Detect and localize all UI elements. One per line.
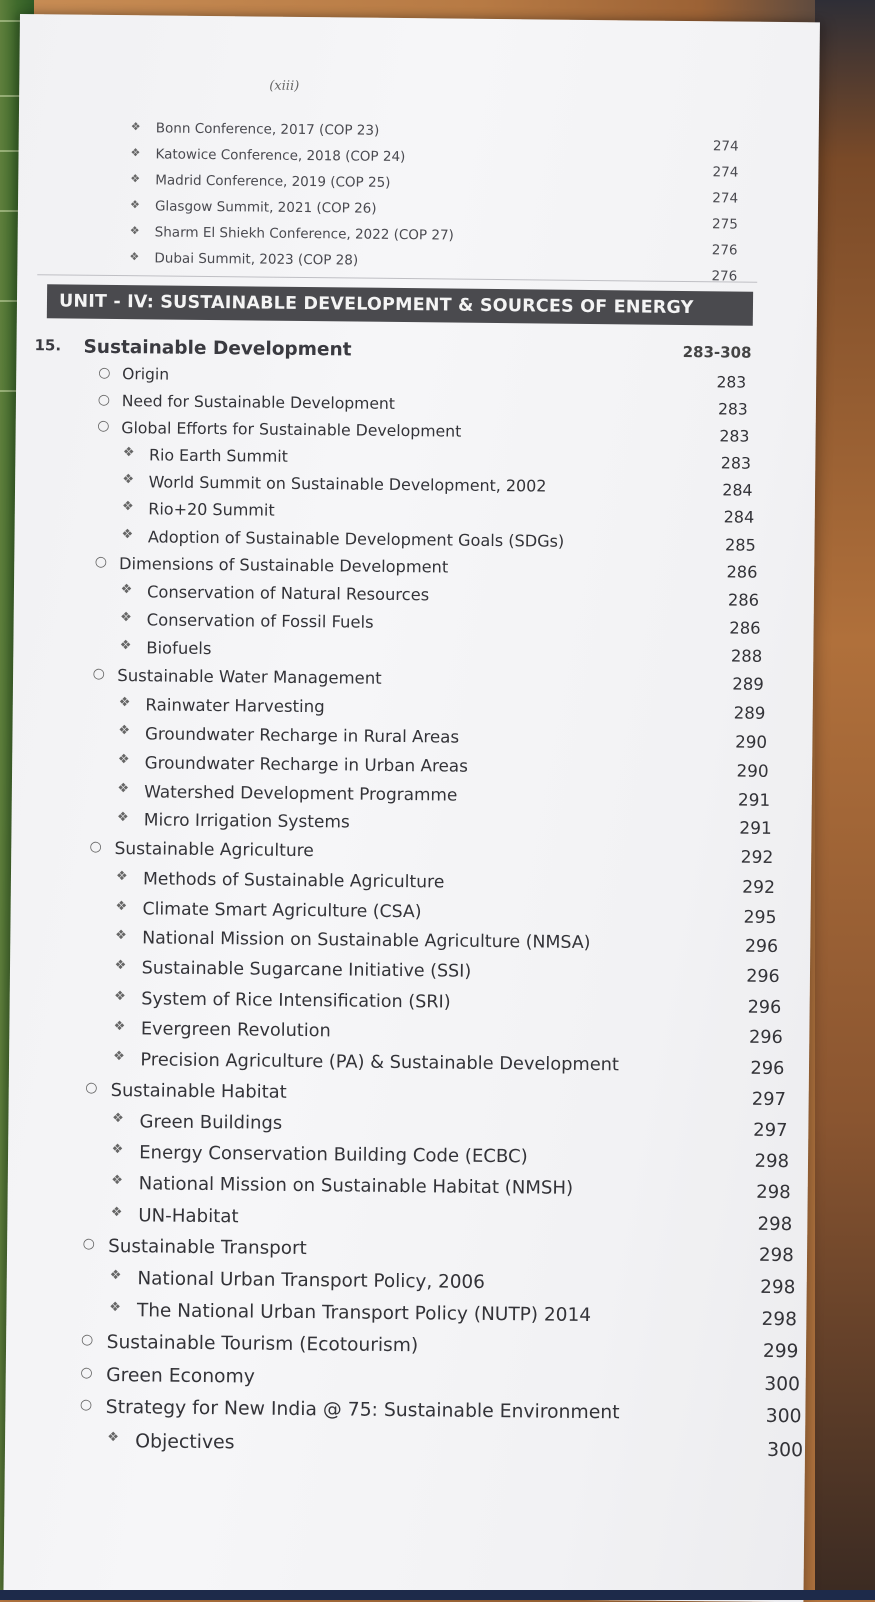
toc-entry-subsection bbox=[7, 1204, 807, 1236]
entry-title: Watershed Development Programme bbox=[144, 781, 458, 805]
entry-title: Conservation of Natural Resources bbox=[146, 582, 430, 605]
entry-page-number: 283 bbox=[719, 426, 750, 446]
entry-title: UN-Habitat bbox=[138, 1205, 239, 1228]
entry-title: Sustainable Transport bbox=[108, 1235, 307, 1260]
toc-entry-subsection bbox=[12, 751, 812, 783]
entry-page-number: 297 bbox=[751, 1088, 787, 1111]
diamond-bullet-icon: ❖ bbox=[110, 1205, 123, 1221]
entry-page-number: 283 bbox=[716, 373, 747, 392]
toc-entry-subsection bbox=[5, 1429, 805, 1461]
toc-entry-section bbox=[11, 838, 811, 870]
entry-page-number: 296 bbox=[748, 1027, 783, 1049]
page-folio: (xiii) bbox=[269, 78, 300, 94]
toc-entry-subsection bbox=[8, 1141, 808, 1173]
entry-title: Dimensions of Sustainable Development bbox=[119, 554, 449, 577]
diamond-bullet-icon: ❖ bbox=[130, 146, 141, 160]
book-page bbox=[3, 14, 820, 1602]
entry-page-number: 292 bbox=[742, 877, 776, 898]
entry-page-number: 283 bbox=[717, 400, 748, 419]
toc-entry-subsection bbox=[15, 498, 815, 530]
diamond-bullet-icon: ❖ bbox=[122, 472, 135, 488]
bottom-band bbox=[0, 1590, 875, 1600]
entry-title: Glasgow Summit, 2021 (COP 26) bbox=[154, 198, 377, 217]
entry-title: National Mission on Sustainable Agriculture (NMSA) bbox=[142, 928, 591, 954]
entry-page-number: 285 bbox=[725, 535, 756, 555]
hollow-circle-bullet-icon: ○ bbox=[92, 665, 106, 682]
entry-page-number: 290 bbox=[735, 731, 768, 752]
entry-title: World Summit on Sustainable Development, 2002 bbox=[148, 472, 547, 496]
entry-page-number: 296 bbox=[744, 936, 779, 957]
entry-page-number: 298 bbox=[754, 1150, 790, 1173]
toc-entry-subsection bbox=[14, 609, 814, 641]
hollow-circle-bullet-icon: ○ bbox=[80, 1364, 93, 1381]
entry-page-number: 291 bbox=[737, 789, 771, 810]
entry-title: Climate Smart Agriculture (CSA) bbox=[142, 899, 422, 923]
entry-title: National Mission on Sustainable Habitat (NMSH) bbox=[138, 1173, 574, 1199]
diamond-bullet-icon: ❖ bbox=[120, 610, 132, 626]
diamond-bullet-icon: ❖ bbox=[117, 752, 130, 768]
entry-page-number: 296 bbox=[746, 966, 780, 988]
entry-title: Biofuels bbox=[146, 638, 212, 659]
diamond-bullet-icon: ❖ bbox=[115, 869, 128, 885]
entry-title: Green Economy bbox=[106, 1364, 255, 1388]
diamond-bullet-icon: ❖ bbox=[113, 1019, 126, 1035]
diamond-bullet-icon: ❖ bbox=[120, 582, 133, 598]
entry-title: Strategy for New India @ 75: Sustainable Environment bbox=[105, 1396, 620, 1424]
entry-title: Katowice Conference, 2018 (COP 24) bbox=[155, 146, 406, 166]
entry-page-number: 284 bbox=[723, 507, 755, 527]
entry-title: Micro Irrigation Systems bbox=[143, 810, 350, 833]
entry-title: National Urban Transport Policy, 2006 bbox=[137, 1268, 485, 1293]
toc-entry-section bbox=[5, 1396, 805, 1428]
diamond-bullet-icon: ❖ bbox=[121, 527, 134, 543]
entry-page-number: 286 bbox=[727, 590, 760, 610]
diamond-bullet-icon: ❖ bbox=[119, 638, 132, 654]
diamond-bullet-icon: ❖ bbox=[117, 781, 130, 797]
entry-title: Green Buildings bbox=[139, 1111, 283, 1134]
toc-entry-subsection bbox=[7, 1267, 807, 1299]
toc-entry-subsection bbox=[10, 957, 810, 989]
diamond-bullet-icon: ❖ bbox=[114, 958, 127, 974]
entry-page-number: 291 bbox=[739, 818, 772, 839]
entry-page-number: 275 bbox=[711, 216, 738, 233]
entry-title: Objectives bbox=[135, 1430, 235, 1454]
chapter-title: Sustainable Development bbox=[83, 336, 352, 361]
chapter-page-range: 283-308 bbox=[682, 342, 752, 362]
toc-entry-subsection bbox=[9, 1018, 809, 1050]
entry-page-number: 289 bbox=[732, 674, 764, 694]
entry-title: Groundwater Recharge in Rural Areas bbox=[144, 723, 460, 747]
entry-title: Sustainable Habitat bbox=[110, 1080, 287, 1103]
hollow-circle-bullet-icon: ○ bbox=[97, 417, 110, 434]
entry-title: Dubai Summit, 2023 (COP 28) bbox=[154, 250, 359, 269]
toc-entry-subsection bbox=[13, 637, 813, 669]
diamond-bullet-icon: ❖ bbox=[129, 198, 140, 212]
entry-title: Sustainable Tourism (Ecotourism) bbox=[106, 1331, 419, 1357]
hollow-circle-bullet-icon: ○ bbox=[89, 838, 102, 855]
toc-entry-section bbox=[14, 553, 814, 585]
entry-title: Sharm El Shiekh Conference, 2022 (COP 27) bbox=[154, 224, 454, 244]
toc-entry-subsection bbox=[13, 694, 813, 726]
diamond-bullet-icon: ❖ bbox=[122, 445, 135, 461]
toc-entry-subsection bbox=[10, 988, 810, 1020]
toc-entry-subsection bbox=[9, 1048, 809, 1080]
entry-page-number: 276 bbox=[711, 268, 738, 285]
entry-page-number: 276 bbox=[711, 242, 738, 259]
toc-entry-subsection bbox=[10, 927, 810, 959]
hollow-circle-bullet-icon: ○ bbox=[79, 1396, 93, 1413]
entry-page-number: 300 bbox=[764, 1373, 801, 1396]
entry-page-number: 298 bbox=[757, 1213, 793, 1236]
toc-entry-subsection bbox=[8, 1172, 808, 1204]
diamond-bullet-icon: ❖ bbox=[130, 120, 141, 134]
toc-entry-subsection bbox=[14, 581, 814, 613]
chapter-number: 15. bbox=[34, 336, 62, 355]
entry-title: Methods of Sustainable Agriculture bbox=[142, 869, 445, 893]
toc-entry-subsection bbox=[12, 780, 812, 812]
entry-title: Rio+20 Summit bbox=[148, 499, 275, 520]
wooden-table-edge bbox=[815, 0, 875, 1600]
toc-entry-subsection bbox=[11, 868, 811, 900]
entry-title: Evergreen Revolution bbox=[140, 1019, 331, 1042]
entry-title: Madrid Conference, 2019 (COP 25) bbox=[155, 172, 391, 191]
toc-entry-subsection bbox=[10, 898, 810, 930]
entry-title: Global Efforts for Sustainable Development bbox=[121, 418, 462, 441]
diamond-bullet-icon: ❖ bbox=[129, 224, 140, 238]
diamond-bullet-icon: ❖ bbox=[111, 1173, 123, 1189]
entry-page-number: 300 bbox=[766, 1438, 804, 1462]
diamond-bullet-icon: ❖ bbox=[121, 499, 134, 515]
diamond-bullet-icon: ❖ bbox=[113, 1049, 125, 1065]
entry-page-number: 274 bbox=[712, 164, 739, 181]
diamond-bullet-icon: ❖ bbox=[115, 899, 128, 915]
entry-title: The National Urban Transport Policy (NUTP) 2014 bbox=[136, 1300, 592, 1327]
diamond-bullet-icon: ❖ bbox=[116, 810, 129, 826]
entry-page-number: 298 bbox=[760, 1276, 796, 1299]
entry-page-number: 298 bbox=[758, 1244, 794, 1267]
entry-page-number: 290 bbox=[736, 760, 769, 781]
toc-entry-subsection bbox=[6, 1299, 806, 1331]
entry-page-number: 297 bbox=[753, 1119, 788, 1142]
hollow-circle-bullet-icon: ○ bbox=[97, 391, 111, 408]
entry-page-number: 286 bbox=[726, 562, 758, 582]
entry-page-number: 292 bbox=[740, 847, 774, 868]
entry-title: Sustainable Agriculture bbox=[114, 839, 314, 862]
entry-title: Precision Agriculture (PA) & Sustainable Development bbox=[140, 1049, 620, 1076]
diamond-bullet-icon: ❖ bbox=[114, 989, 126, 1005]
entry-page-number: 284 bbox=[722, 480, 753, 500]
hollow-circle-bullet-icon: ○ bbox=[94, 553, 108, 570]
toc-entry-section bbox=[7, 1235, 807, 1267]
entry-title: Adoption of Sustainable Development Goals (SDGs) bbox=[147, 527, 565, 551]
entry-title: Rainwater Harvesting bbox=[145, 695, 325, 717]
toc-entry-section bbox=[6, 1331, 806, 1363]
entry-page-number: 295 bbox=[743, 907, 777, 928]
hollow-circle-bullet-icon: ○ bbox=[80, 1331, 94, 1348]
entry-title: System of Rice Intensification (SRI) bbox=[141, 989, 451, 1013]
entry-page-number: 299 bbox=[762, 1340, 799, 1363]
entry-title: Bonn Conference, 2017 (COP 23) bbox=[155, 120, 380, 139]
diamond-bullet-icon: ❖ bbox=[129, 250, 140, 264]
diamond-bullet-icon: ❖ bbox=[111, 1142, 124, 1158]
entry-title: Sustainable Water Management bbox=[117, 666, 382, 688]
diamond-bullet-icon: ❖ bbox=[118, 723, 131, 739]
diamond-bullet-icon: ❖ bbox=[109, 1268, 122, 1284]
diamond-bullet-icon: ❖ bbox=[130, 172, 141, 186]
entry-page-number: 298 bbox=[756, 1181, 791, 1204]
entry-page-number: 288 bbox=[730, 646, 763, 666]
diamond-bullet-icon: ❖ bbox=[115, 928, 127, 944]
hollow-circle-bullet-icon: ○ bbox=[85, 1079, 98, 1096]
entry-title: Rio Earth Summit bbox=[148, 445, 288, 466]
entry-title: Conservation of Fossil Fuels bbox=[146, 610, 374, 632]
toc-entry-section bbox=[6, 1364, 806, 1396]
hollow-circle-bullet-icon: ○ bbox=[98, 364, 111, 381]
toc-entry-section bbox=[9, 1079, 809, 1111]
entry-title: Sustainable Sugarcane Initiative (SSI) bbox=[141, 958, 472, 982]
entry-page-number: 300 bbox=[765, 1405, 802, 1428]
unit-heading: UNIT - IV: SUSTAINABLE DEVELOPMENT & SOURCES OF ENERGY bbox=[47, 284, 753, 325]
hollow-circle-bullet-icon: ○ bbox=[82, 1235, 95, 1252]
entry-title: Energy Conservation Building Code (ECBC) bbox=[139, 1142, 528, 1168]
diamond-bullet-icon: ❖ bbox=[107, 1429, 119, 1446]
entry-title: Need for Sustainable Development bbox=[121, 392, 396, 413]
entry-page-number: 283 bbox=[720, 453, 752, 473]
entry-page-number: 286 bbox=[729, 618, 761, 638]
entry-page-number: 298 bbox=[761, 1308, 798, 1331]
toc-entry-section bbox=[13, 665, 813, 697]
entry-page-number: 289 bbox=[733, 703, 766, 723]
toc-entry-subsection bbox=[12, 722, 812, 754]
entry-title: Groundwater Recharge in Urban Areas bbox=[144, 752, 468, 776]
entry-title: Origin bbox=[122, 365, 170, 384]
diamond-bullet-icon: ❖ bbox=[112, 1111, 124, 1127]
entry-page-number: 296 bbox=[750, 1057, 785, 1080]
entry-page-number: 296 bbox=[747, 997, 782, 1019]
entry-page-number: 274 bbox=[712, 190, 739, 207]
diamond-bullet-icon: ❖ bbox=[118, 695, 131, 711]
toc-entry-subsection bbox=[11, 809, 811, 841]
diamond-bullet-icon: ❖ bbox=[109, 1300, 121, 1316]
entry-page-number: 274 bbox=[712, 138, 739, 155]
toc-entry-subsection bbox=[8, 1110, 808, 1142]
